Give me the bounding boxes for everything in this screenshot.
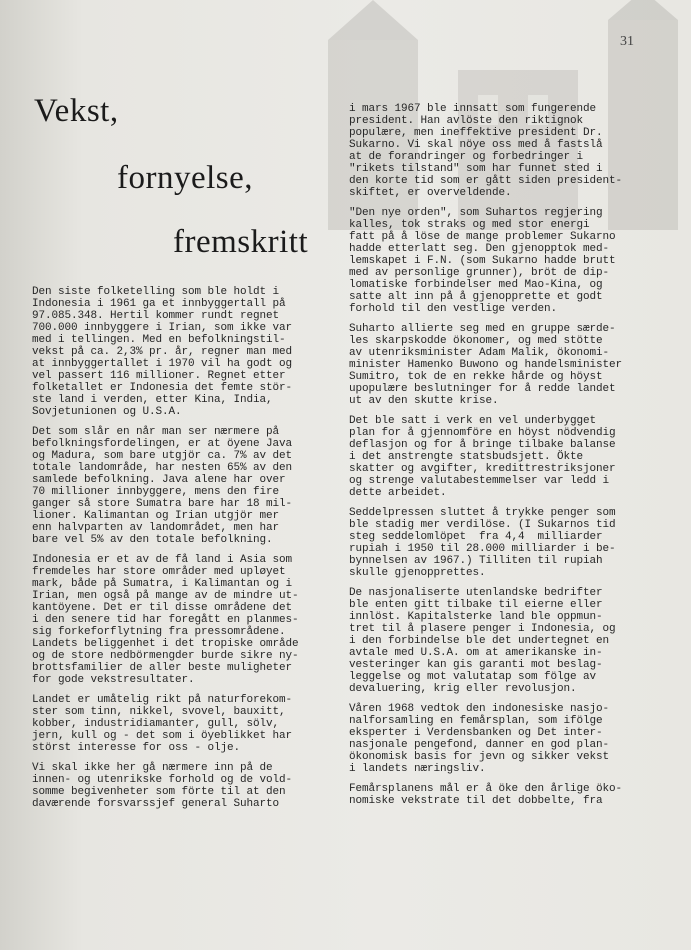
paragraph: Det som slår en når man ser nærmere på befolkningsfordelingen, er at öyene Java og Madura, som bare utgjör ca. 7% av det totale landområde, har nesten 65% av den samlede befolkning. Java alene har over 70 millioner innbyggere, mens den fire ganger så store Sumatra bare har 18 mil- lioner. Kalimantan og Irian utgjör mer enn halvparten av landområdet, men har bare vel 5% av den totale befolkning. <box>32 426 293 546</box>
paragraph: Vi skal ikke her gå nærmere inn på de innen- og utenrikske forhold og de vold- somme begivenheter som förte til at den daværende forsvarssjef general Suharto <box>32 762 293 810</box>
paragraph: Femårsplanens mål er å öke den årlige öko- nomiske vekstrate til det dobbelte, fra <box>349 783 623 807</box>
paragraph: Seddelpressen sluttet å trykke penger som ble stadig mer verdilöse. (I Sukarnos tid steg seddelomlöpet fra 4,4 milliarder rupiah i 1950 til 28.000 milliarder i be- bynnelsen av 1967.) Tilliten til rupiah skulle gjenopprettes. <box>349 507 616 579</box>
page-number: 31 <box>620 34 634 49</box>
paragraph: Det ble satt i verk en vel underbygget plan for å gjennomföre en höyst nödvendig deflasjon og for å bringe tilbake balanse i det anstrengte statsbudsjett. Ökte skatter og avgifter, kredittrestriksjoner og strenge valutabestemmelser var ledd i dette arbeidet. <box>349 415 616 499</box>
paragraph: Landet er umåtelig rikt på naturforekom- ster som tinn, nikkel, svovel, bauxitt, kobber, industridiamanter, gull, sölv, jern, kull og - det som i öyeblikket har störst interesse for oss - olje. <box>32 694 293 754</box>
title-line-3: fremskritt <box>173 224 309 260</box>
paragraph: Suharto allierte seg med en gruppe særde- les skarpskodde ökonomer, og med stötte av utenriksminister Adam Malik, ökonomi- minister Hamenko Buwono og handelsminister Sumitro, tok de en rekke hårde og höyst upopulære beslutninger for å redde landet ut av den skutte krise. <box>349 323 623 407</box>
right-column <box>349 103 659 815</box>
paragraph: "Den nye orden", som Suhartos regjering kalles, tok straks og med stor energi fatt på å löse de mange problemer Sukarno hadde etterlatt seg. Den gjenopptok med- lemskapet i F.N. (som Sukarno hadde brutt med av personlige grunner), bröt de dip- lomatiske forbindelser med Mao-Kina, og satte alt inn på å gjenopprette et godt forhold til den vestlige verden. <box>349 207 616 315</box>
paragraph: Våren 1968 vedtok den indonesiske nasjo- nalforsamling en femårsplan, som ifölge eksperter i Verdensbanken og Det inter- nasjonale pengefond, danner en god plan- ökonomisk basis for jevn og sikker vekst i landets næringsliv. <box>349 703 610 775</box>
left-column <box>32 286 332 818</box>
title-line-2: fornyelse, <box>117 160 254 196</box>
paragraph: Den siste folketelling som ble holdt i Indonesia i 1961 ga et innbyggertall på 97.085.348. Hertil kommer rundt regnet 700.000 innbyggere i Irian, som ikke var med i tellingen. Med en befolkningstil- vekst på ca. 2,3% pr. år, regner man med at innbyggertallet i 1970 vil ha godt og vel passert 116 millioner. Regnet etter folketallet er Indonesia det femte stör- ste land i verden, etter Kina, India, Sovjetunionen og U.S.A. <box>32 286 293 418</box>
paragraph: i mars 1967 ble innsatt som fungerende president. Han avlöste den riktignok populære, men ineffektive president Dr. Sukarno. Vi skal nöye oss med å fastslå at de forandringer og forbedringer i "rikets tilstand" som har funnet sted i den korte tid som er gått siden president- skiftet, er overveldende. <box>349 103 623 199</box>
paragraph: Indonesia er et av de få land i Asia som fremdeles har store områder med upløyet mark, både på Sumatra, i Kalimantan og i Irian, men også på mange av de mindre ut- kantöyene. Det er til disse områdene det i den senere tid har foregått en planmes- sig forkeforflytning fra pressområdene. Landets beliggenhet i det tropiske område og de store nedbörmengder burde sikre ny- brottsfamilier de aller beste muligheter for gode vekstresultater. <box>32 554 299 686</box>
title-line-1: Vekst, <box>34 93 119 129</box>
paragraph: De nasjonaliserte utenlandske bedrifter ble enten gitt tilbake til eierne eller innlöst. Kapitalsterke land ble oppmun- tret til å plasere penger i Indonesia, og i den forbindelse ble det undertegnet en avtale med U.S.A. om at amerikanske in- vesteringer kan gis garanti mot beslag- leggelse og mot valutatap som fölge av devaluering, krig eller revolusjon. <box>349 587 616 695</box>
